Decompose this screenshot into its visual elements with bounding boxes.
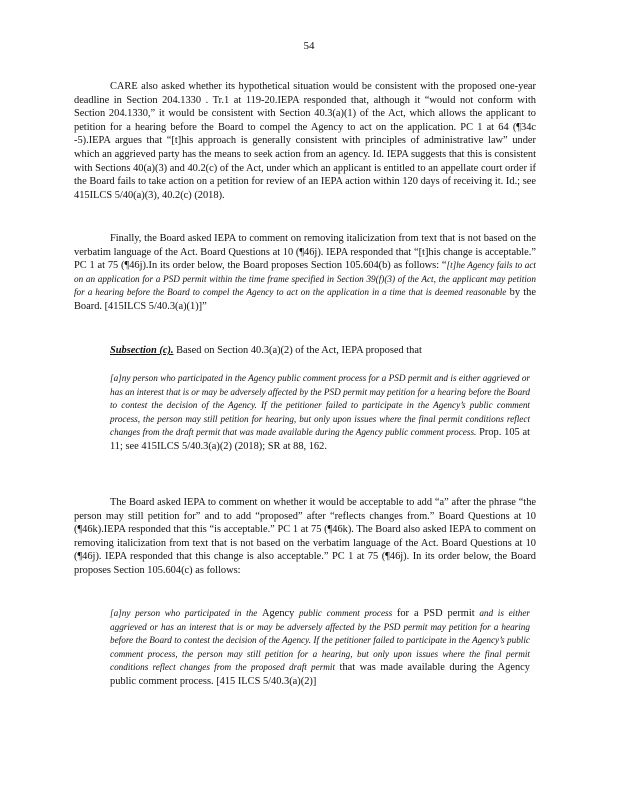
paragraph-text: Finally, the Board asked IEPA to comment on removing italicization from text that is not based on the verbatim language of the Act. Board Questions at 10 (¶46j). IEPA responded that “[t]his change is acceptable.” PC 1 at 75 (¶46j).In its order below, the Board proposes Section 105.604(b) as follows: “	[74, 233, 536, 272]
quote-text: [a]ny person who participated in the Agency public comment process for a PSD permit and is either aggrieved or has an interest that is or may be adversely affected by the PSD permit may petition for a hearing before the Board to contest the decision of the Agency. If the petitioner failed to participate in the Agency’s public comment process, the person may still petition for hearing, but only upon issues where the final permit conditions reflect changes from the draft permit that was made available during the Agency public comment process.	[110, 373, 530, 438]
quote-citation: Prop. 105 at 11; see 415ILCS 5/40.3(a)(2) (2018); SR at 88, 162.	[110, 427, 530, 452]
paragraph-care-question: CARE also asked whether its hypothetical situation would be consistent with the proposed one-year deadline in Section 204.1330 . Tr.1 at 119-20.IEPA responded that, although it “would not conform with Section 204.1330,” it would be consistent with Section 40.3(a)(1) of the Act, which allows the applicant to petition for a hearing before the Board to compel the Agency to act on the application. PC 1 at 64 (¶34c -5).IEPA argues that “[t]his approach is generally consistent with principles of administrative law” under which an aggrieved party has the means to seek action from an agency. Id. IEPA suggests that this is consistent with Sections 40(a)(3) and 40.2(c) of the Act, under which an applicant is entitled to an appellate court order if the Board fails to take action on a petition for review of an IEPA action within 120 days of receiving it. Id.; see 415ILCS 5/40(a)(3), 40.2(c) (2018).	[74, 81, 536, 201]
paragraph-italicization-b	[74, 232, 536, 314]
quote-part-roman: Agency	[262, 608, 295, 619]
paragraph-citation: by the Board. [415ILCS 5/40.3(a)(1)]”	[74, 287, 536, 312]
paragraph-board-asked-a: The Board asked IEPA to comment on whether it would be acceptable to add “a” after the phrase “the person may still petition for” and to add “proposed” after “reflects changes from.” Board Questions at 10 (¶46k).IEPA responded that this “is acceptable.” PC 1 at 75 (¶46k). The Board also asked IEPA to comment on removing italicization from text that is not based on the verbatim language of the Act. Board Questions at 10 (¶46j). IEPA responded that this change is also acceptable.” PC 1 at 75 (¶46j). In its order below, the Board proposes Section 105.604(c) as follows:	[74, 497, 536, 576]
quote-part: and is either aggrieved or has an interest that is or may be adversely affected by the PSD permit may petition for a hearing before the Board to contest the decision of the Agency. If the petitioner failed to participate in the Agency’s public comment process, the person may still petition for a hearing, but only upon issues where the final permit conditions reflect changes from the proposed draft permit	[110, 608, 531, 673]
quote-part: public comment process	[294, 608, 397, 618]
quote-part-roman: for a PSD permit	[396, 608, 475, 619]
quote-part: [a]ny person who participated in the	[110, 608, 263, 618]
subsection-c-heading	[110, 344, 536, 358]
block-quote-ipa-proposal	[110, 372, 530, 454]
subsection-intro: Based on Section 40.3(a)(2) of the Act, IEPA proposed that	[173, 345, 422, 356]
subsection-label: Subsection (c).	[110, 345, 174, 356]
quote-citation: that was made available during the Agency public comment process. [415 ILCS 5/40.3(a)(2)]	[110, 662, 530, 687]
block-quote-proposed-105-604c	[110, 607, 530, 689]
page-number: 54	[303, 40, 315, 52]
quoted-italic-text: [t]he Agency fails to act on an application for a PSD permit within the time frame specified in Section 39(f)(3) of the Act, the applicant may petition for a hearing before the Board to compel the Agency to act on the application in a time that is deemed reasonable	[74, 260, 536, 298]
